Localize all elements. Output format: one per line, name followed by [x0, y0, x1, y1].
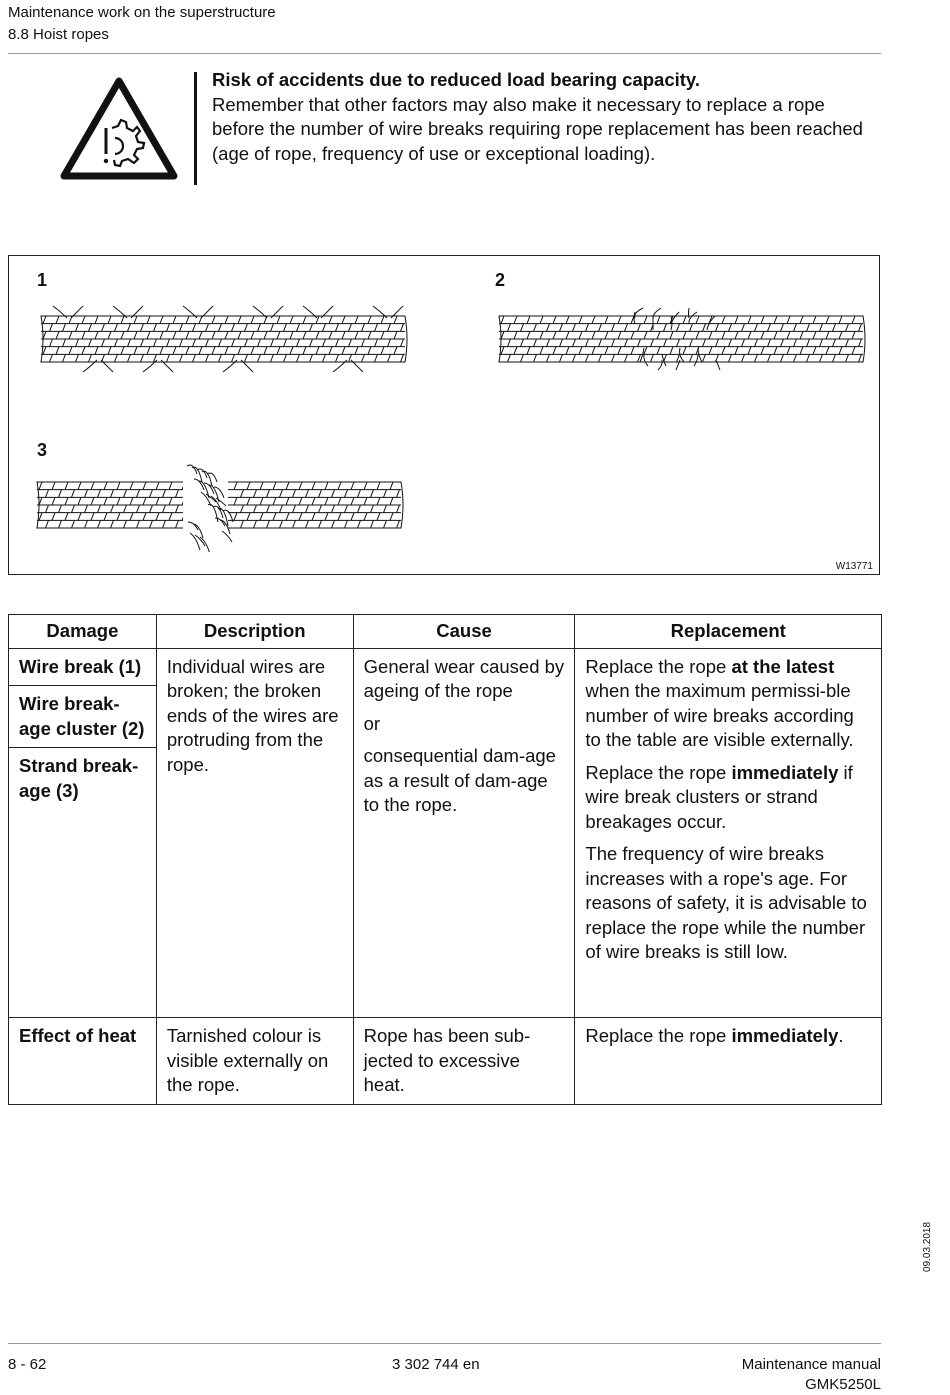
- replacement-p2: Replace the rope immediately if wire break clusters or strand breakages occur.: [585, 761, 853, 832]
- rope-wire-break-cluster-drawing: [495, 296, 867, 376]
- warning-bar: [194, 72, 197, 185]
- table-header-row: [9, 615, 882, 649]
- header-chapter: Maintenance work on the superstructure: [8, 4, 276, 21]
- rope-strand-breakage-drawing: [33, 462, 405, 552]
- header-section: 8.8 Hoist ropes: [8, 26, 109, 43]
- figure-label-2: 2: [495, 270, 506, 290]
- header-cause: Cause: [353, 615, 575, 649]
- description-wire-damage: Individual wires are broken; the broken ends of the wires are protruding from the rope.: [156, 648, 353, 1018]
- cause-a: General wear caused by ageing of the rope: [363, 655, 565, 701]
- replacement-wire-damage: [575, 648, 882, 1018]
- figure-label-1: 1: [37, 270, 48, 290]
- header-rule: [8, 53, 881, 54]
- rope-wire-break-drawing: [37, 296, 409, 376]
- damage-wire-break: Wire break (1): [9, 648, 157, 686]
- warning-body: Remember that other factors may also make it necessary to replace a rope before the number of wire breaks requiring rope replacement has been reached (age of rope, frequency of use or exceptional loading).: [212, 93, 863, 164]
- footer-manual: [742, 1355, 881, 1395]
- footer-doc-number: 3 302 744 en: [392, 1356, 480, 1373]
- damage-strand-breakage: Strand break-age (3): [9, 748, 157, 1018]
- cause-b: consequential dam-age as a result of dam-age to the rope.: [363, 745, 556, 815]
- figure-label-3: 3: [37, 440, 48, 460]
- cause-or: or: [363, 712, 381, 734]
- rope-damage-figure: [8, 255, 880, 575]
- header-damage: Damage: [9, 615, 157, 649]
- replacement-p3: The frequency of wire breaks increases with a rope's age. For reasons of safety, it is advisable to replace the rope while the number of wire breaks is still low.: [585, 843, 867, 962]
- cause-wire-damage: [353, 648, 575, 1018]
- header-description: Description: [156, 615, 353, 649]
- replacement-heat: Replace the rope immediately.: [575, 1018, 882, 1105]
- warning-triangle-gear-icon: [60, 76, 178, 180]
- table-row: [9, 1018, 882, 1105]
- damage-effect-of-heat: Effect of heat: [9, 1018, 157, 1105]
- warning-title: Risk of accidents due to reduced load bearing capacity.: [212, 69, 700, 90]
- header-replacement: Replacement: [575, 615, 882, 649]
- page-header: [8, 2, 276, 46]
- figure-code: W13771: [835, 561, 873, 572]
- cause-heat: Rope has been sub-jected to excessive heat.: [353, 1018, 575, 1105]
- side-date: 09.03.2018: [922, 1221, 933, 1272]
- description-heat: Tarnished colour is visible externally on the rope.: [156, 1018, 353, 1105]
- footer-rule: [8, 1343, 881, 1344]
- warning-text: [212, 68, 882, 166]
- footer-page-number: 8 - 62: [8, 1356, 47, 1373]
- table-row: [9, 648, 882, 686]
- damage-wire-breakage-cluster: Wire break-age cluster (2): [9, 686, 157, 748]
- footer-manual-title: Maintenance manual: [741, 1356, 881, 1373]
- replacement-p1: Replace the rope at the latest when the maximum permissi-ble number of wire breaks according to the table are visible externally.: [585, 655, 854, 750]
- footer-model: GMK5250L: [805, 1376, 881, 1393]
- damage-table: [8, 614, 882, 1105]
